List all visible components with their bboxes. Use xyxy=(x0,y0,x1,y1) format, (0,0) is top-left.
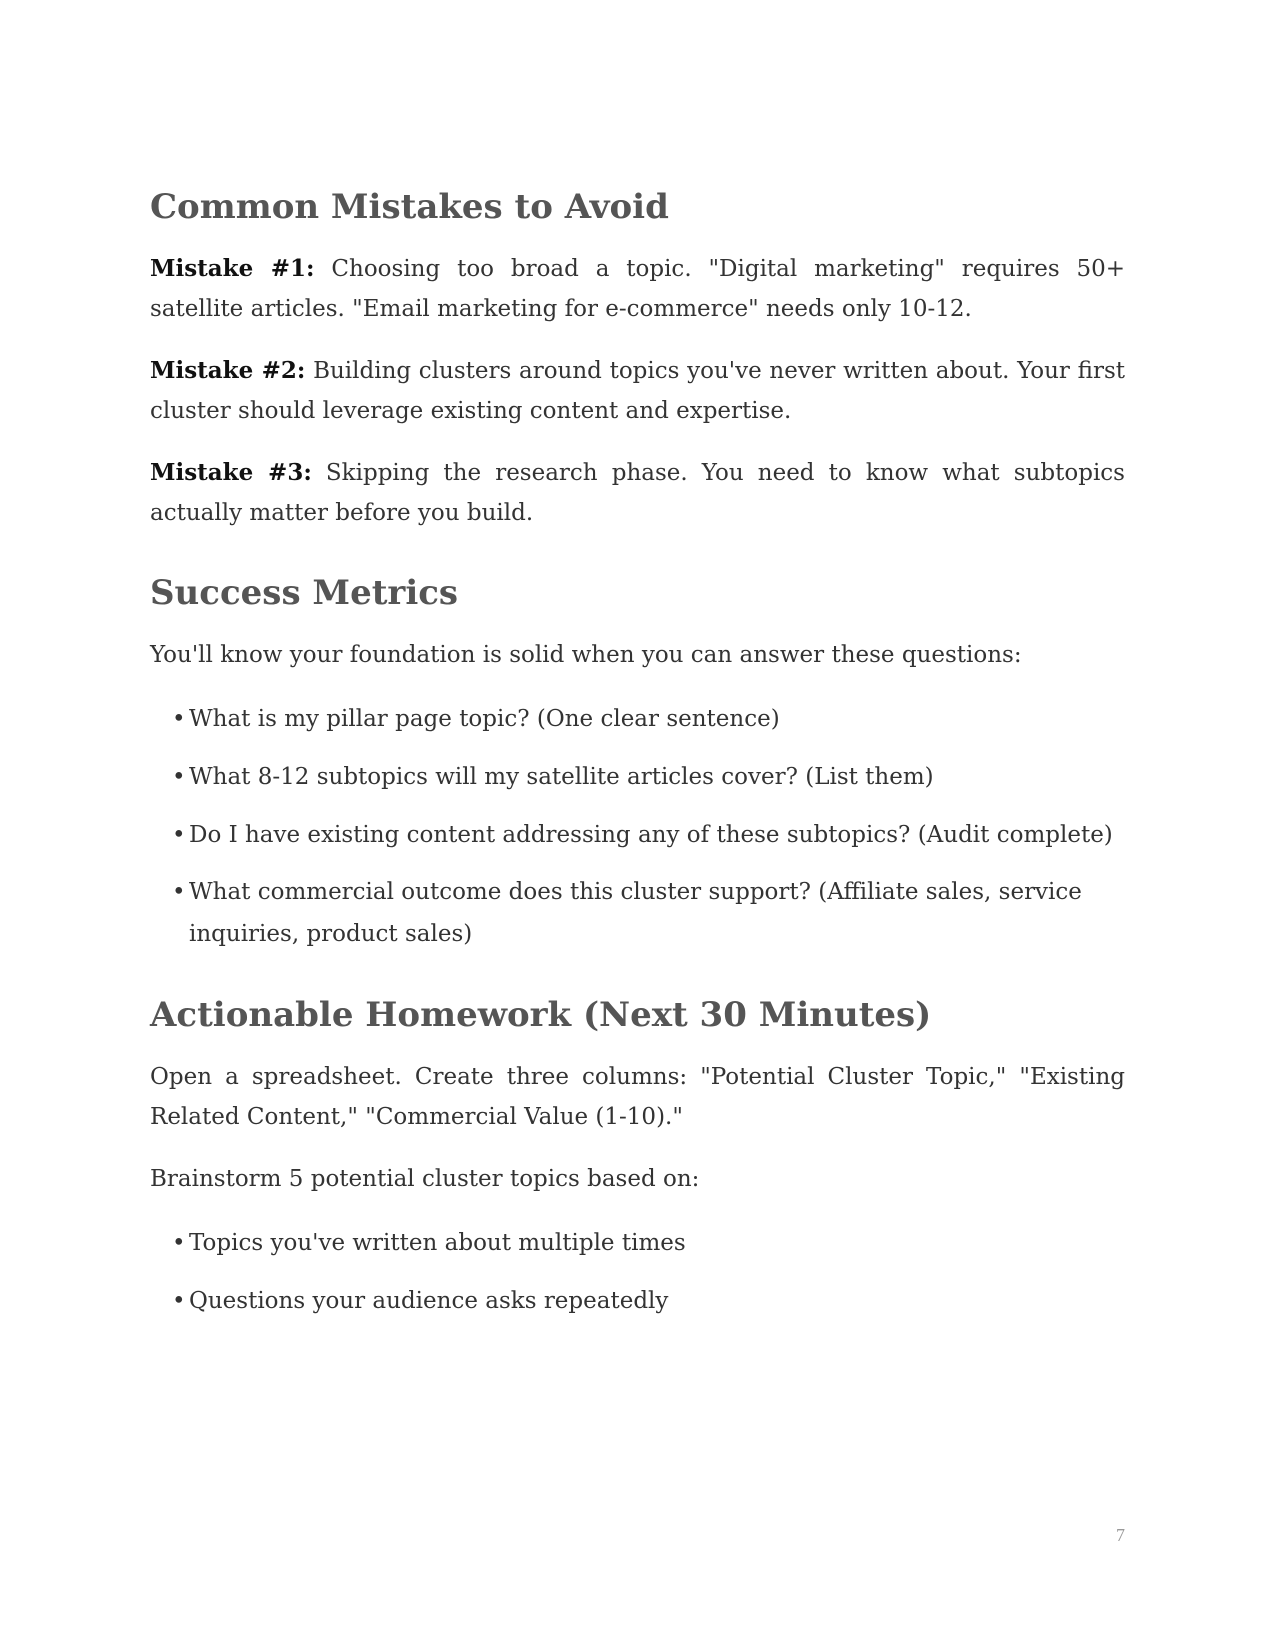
mistake-label-1: Mistake #1: xyxy=(150,255,315,282)
bullet-icon: • xyxy=(172,822,186,848)
mistake-text-2: Building clusters around topics you've never written about. Your first cluster should leverage existing content and expertise. xyxy=(150,358,1125,424)
mistake-paragraph-3 xyxy=(150,453,1125,533)
list-item xyxy=(172,1279,1125,1323)
homework-paragraph-2: Brainstorm 5 potential cluster topics based on: xyxy=(150,1166,700,1192)
section-heading-homework: Actionable Homework (Next 30 Minutes) xyxy=(150,995,932,1035)
mistake-paragraph-2 xyxy=(150,351,1125,431)
mistake-text-1: Choosing too broad a topic. "Digital marketing" requires 50+ satellite articles. "Email marketing for e-commerce" needs only 10-12. xyxy=(150,256,1126,322)
bullet-icon: • xyxy=(172,764,186,790)
list-item xyxy=(172,871,1125,955)
mistake-text-3: Skipping the research phase. You need to know what subtopics actually matter before you build. xyxy=(150,460,1125,526)
page-number: 7 xyxy=(1116,1525,1125,1545)
list-item-text: What 8-12 subtopics will my satellite articles cover? (List them) xyxy=(189,764,934,790)
list-item xyxy=(172,813,1125,857)
list-item-text: Do I have existing content addressing any of these subtopics? (Audit complete) xyxy=(189,822,1113,848)
mistake-label-2: Mistake #2: xyxy=(150,357,306,384)
metrics-question-list xyxy=(150,697,1125,955)
list-item xyxy=(172,697,1125,741)
bullet-icon: • xyxy=(172,1288,186,1314)
list-item xyxy=(172,755,1125,799)
bullet-icon: • xyxy=(172,706,186,732)
mistake-paragraph-1 xyxy=(150,249,1125,329)
section-heading-metrics: Success Metrics xyxy=(150,573,459,613)
list-item-text: Topics you've written about multiple times xyxy=(189,1230,686,1256)
document-page xyxy=(150,185,1125,1323)
homework-bullet-list xyxy=(150,1221,1125,1323)
bullet-icon: • xyxy=(172,1230,186,1256)
homework-paragraph-1: Open a spreadsheet. Create three columns: "Potential Cluster Topic," "Existing Related Content," "Commercial Value (1-10)." xyxy=(150,1064,1125,1130)
list-item-text: What commercial outcome does this cluster support? (Affiliate sales, service inquiries, product sales) xyxy=(189,879,1082,947)
list-item-text: What is my pillar page topic? (One clear sentence) xyxy=(189,706,780,732)
list-item xyxy=(172,1221,1125,1265)
bullet-icon: • xyxy=(172,879,186,905)
list-item-text: Questions your audience asks repeatedly xyxy=(189,1288,669,1314)
section-heading-mistakes: Common Mistakes to Avoid xyxy=(150,187,669,227)
mistake-label-3: Mistake #3: xyxy=(150,459,312,486)
metrics-intro: You'll know your foundation is solid when you can answer these questions: xyxy=(150,642,1022,668)
